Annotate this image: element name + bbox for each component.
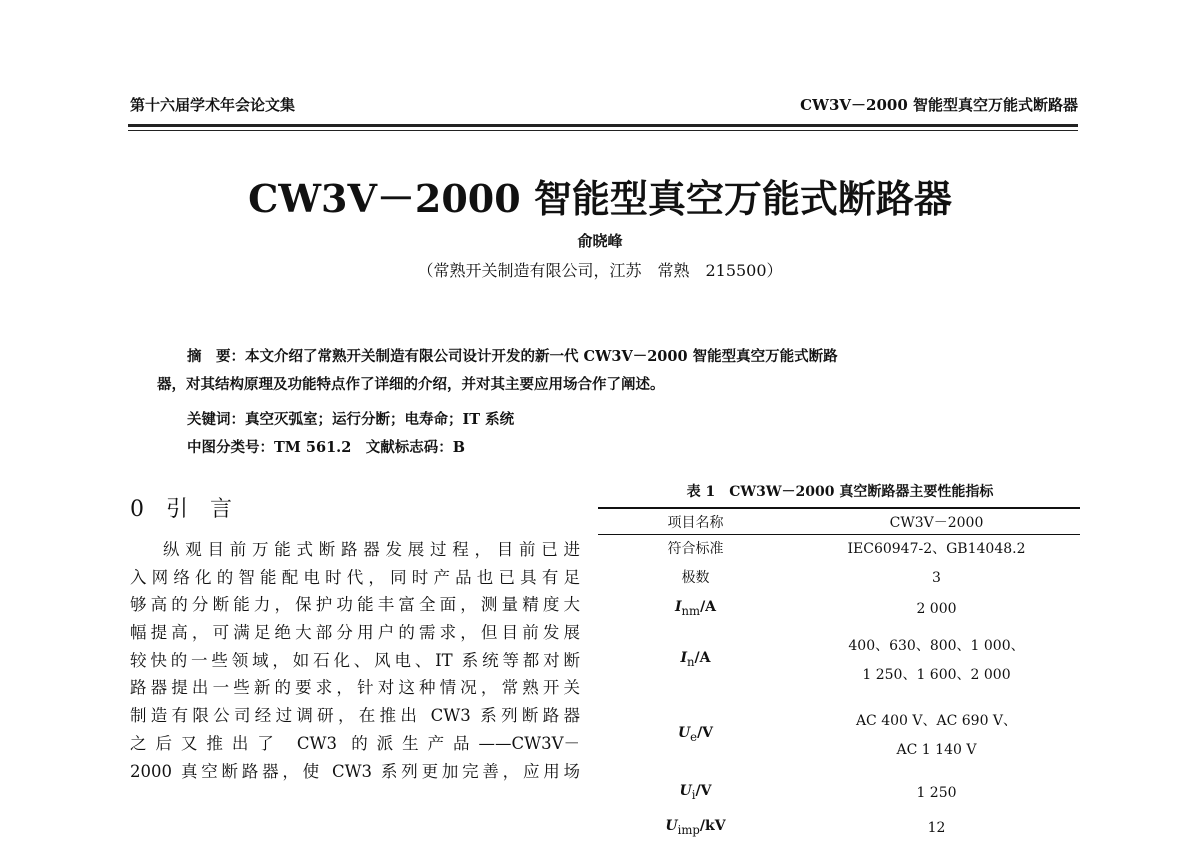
row-label: $U_e/V$ [677, 725, 714, 745]
abstract-line-2: 器，对其结构原理及功能特点作了详细的介绍，并对其主要应用场合作了阐述。 [157, 376, 665, 393]
table-row [598, 593, 1080, 626]
table-row [598, 776, 1080, 812]
row-value: 12 [927, 820, 946, 837]
row-label: $U_i/V$ [679, 783, 712, 803]
affiliation: （常熟开关制造有限公司，江苏 常熟 215500） [417, 261, 783, 280]
row-value: 400、630、800、1 000、 1 250、1 600、2 000 [848, 637, 1025, 683]
row-value: 3 [932, 570, 941, 586]
body-line: 入网络化的智能配电时代，同时产品也已具有足 [130, 567, 580, 587]
spec-table [598, 507, 1080, 846]
body-line: 纵观目前万能式断路器发展过程，目前已进 [163, 540, 580, 559]
row-label: $U_{imp}/kV$ [665, 818, 726, 838]
body-text [130, 536, 580, 785]
row-label: 符合标准 [667, 541, 724, 557]
table-row [598, 564, 1080, 593]
row-label: $I_n/A$ [680, 650, 711, 670]
body-line: 幅提高，可满足绝大部分用户的需求，但目前发展 [130, 623, 580, 643]
body-line: 较快的一些领域，如石化、风电、IT 系统等都对断 [130, 650, 580, 670]
section-heading: 0 引 言 [130, 497, 232, 522]
body-line: 路器提出一些新的要求，针对这种情况，常熟开关 [130, 678, 580, 698]
body-line: 之后又推出了 CW3 的派生产品——CW3V－ [130, 733, 580, 753]
row-value: IEC60947-2、GB14048.2 [847, 541, 1026, 557]
table-row [598, 535, 1080, 565]
keywords: 关键词：真空灭弧室；运行分断；电寿命；IT 系统 [187, 411, 515, 428]
running-header-left: 第十六届学术年会论文集 [130, 96, 296, 114]
table-row [598, 626, 1080, 696]
row-label: 极数 [681, 570, 710, 586]
body-line: 够高的分断能力，保护功能丰富全面，测量精度大 [130, 595, 580, 615]
row-value: 1 250 [916, 785, 957, 802]
header-rule-thick [128, 124, 1078, 127]
body-line: 2000 真空断路器，使 CW3 系列更加完善，应用场 [130, 761, 580, 781]
abstract-line-1: 摘 要：本文介绍了常熟开关制造有限公司设计开发的新一代 CW3V－2000 智能型真空万能式断路 [187, 348, 838, 365]
table-row [598, 812, 1080, 846]
table-caption: 表 1 CW3W－2000 真空断路器主要性能指标 [686, 484, 994, 500]
table-header: 项目名称 [598, 508, 793, 535]
author: 俞晓峰 [577, 232, 623, 250]
body-line: 制造有限公司经过调研，在推出 CW3 系列断路器 [130, 706, 580, 726]
running-header-right: CW3V－2000 智能型真空万能式断路器 [800, 96, 1078, 114]
table-header-row [598, 508, 1080, 535]
header-rule-thin [128, 130, 1078, 131]
classification: 中图分类号：TM 561.2 文献标志码：B [187, 439, 466, 456]
table-row [598, 696, 1080, 776]
paper-title: CW3V－2000 智能型真空万能式断路器 [248, 176, 952, 221]
row-value: 2 000 [916, 600, 957, 617]
row-label: $I_{nm}/A$ [674, 599, 717, 618]
table-header: CW3V－2000 [793, 508, 1080, 535]
row-value: AC 400 V、AC 690 V、 AC 1 140 V [855, 712, 1018, 758]
